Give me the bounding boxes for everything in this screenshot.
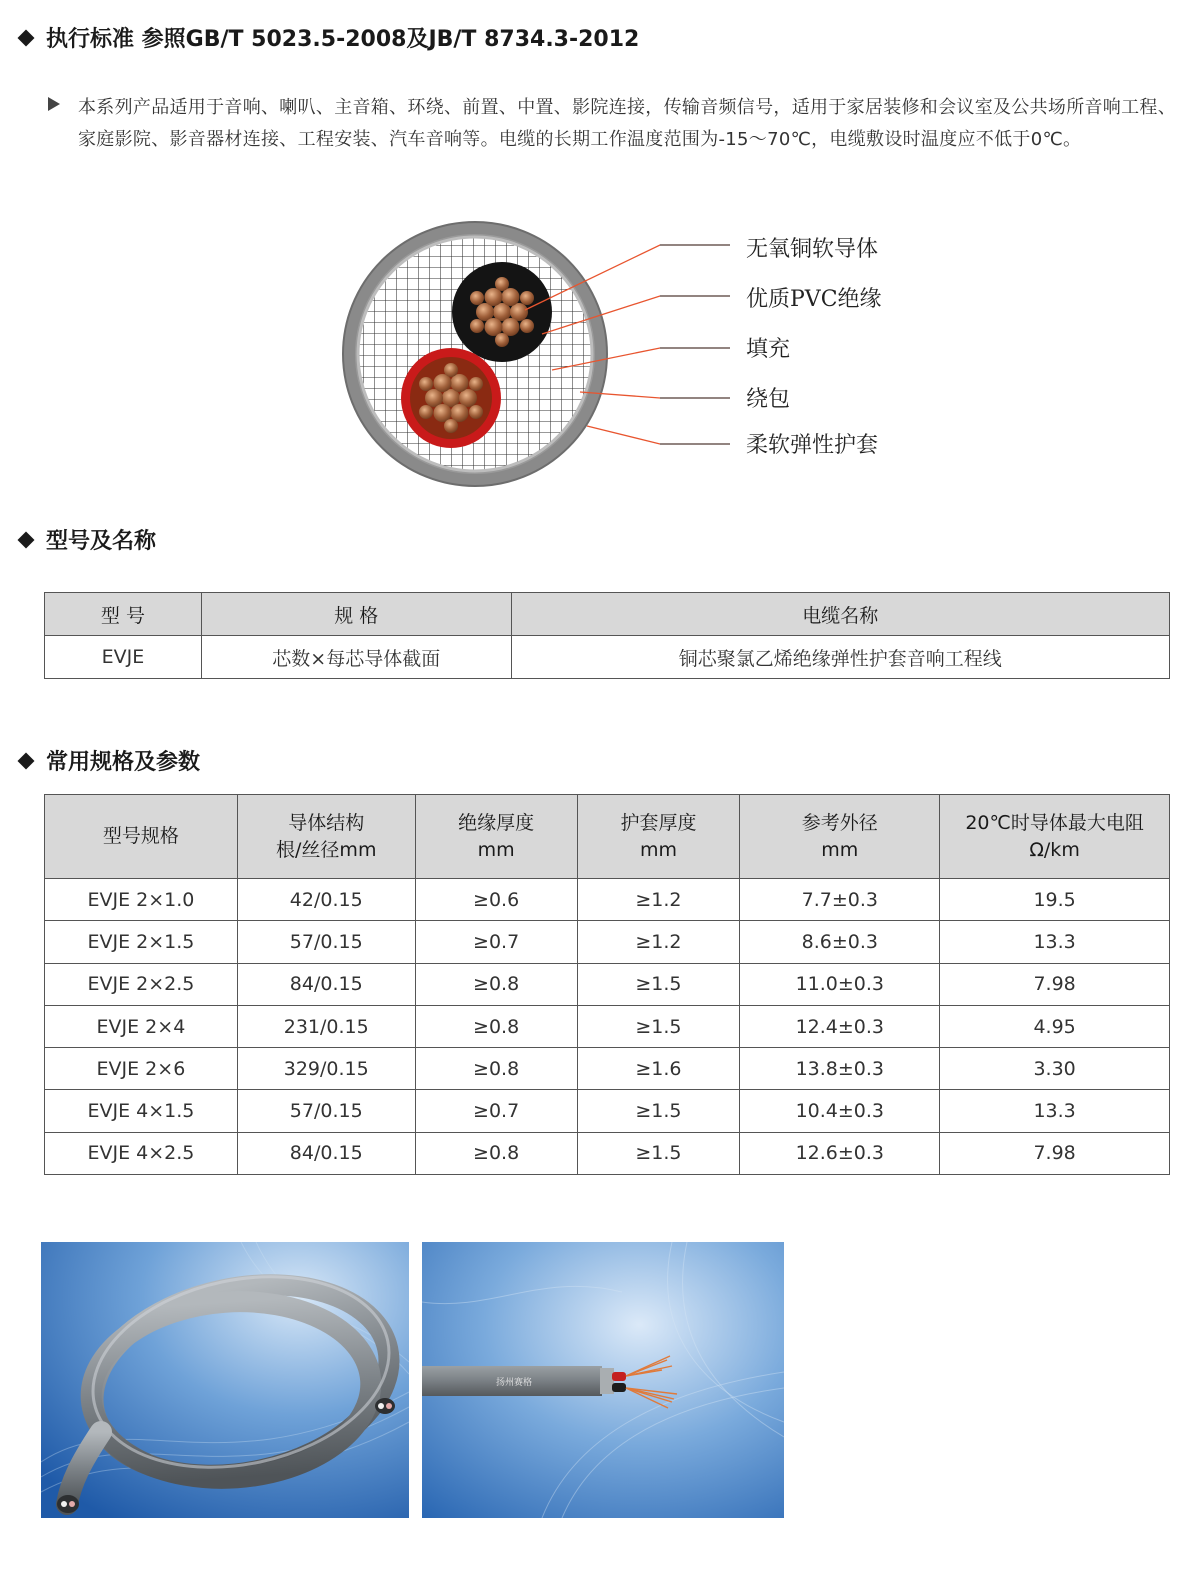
spec-parameter-table bbox=[44, 794, 1170, 1175]
cell-sheath: ≥1.5 bbox=[577, 1005, 740, 1047]
cell-diameter: 12.6±0.3 bbox=[740, 1132, 940, 1174]
cell-conductor: 84/0.15 bbox=[237, 963, 415, 1005]
table-row bbox=[45, 879, 1170, 921]
header-resistance: 20℃时导体最大电阻 Ω/km bbox=[940, 795, 1170, 879]
cell-resistance: 19.5 bbox=[940, 879, 1170, 921]
table-header-row bbox=[45, 795, 1170, 879]
cable-print-text: 扬州赛格 bbox=[495, 1378, 533, 1388]
cell-conductor: 329/0.15 bbox=[237, 1048, 415, 1090]
label-insulation: 优质PVC绝缘 bbox=[746, 287, 882, 312]
standard-heading bbox=[16, 22, 639, 53]
header-insulation: 绝缘厚度 mm bbox=[415, 795, 577, 879]
table-row bbox=[45, 1048, 1170, 1090]
specs-heading-text: 常用规格及参数 bbox=[46, 750, 201, 775]
cell-resistance: 4.95 bbox=[940, 1005, 1170, 1047]
cell-model-spec: EVJE 2×4 bbox=[45, 1005, 238, 1047]
leader-line-wrapping bbox=[580, 392, 730, 398]
table-row bbox=[45, 1090, 1170, 1132]
cell-model-spec: EVJE 4×2.5 bbox=[45, 1132, 238, 1174]
table-row bbox=[45, 1005, 1170, 1047]
cell-resistance: 7.98 bbox=[940, 963, 1170, 1005]
cell-spec: 芯数×每芯导体截面 bbox=[201, 636, 511, 679]
stripped-cable-svg bbox=[422, 1242, 784, 1518]
cell-resistance: 13.3 bbox=[940, 1090, 1170, 1132]
header-conductor: 导体结构 根/丝径mm bbox=[237, 795, 415, 879]
coiled-cable-photo bbox=[41, 1242, 409, 1518]
header-sheath: 护套厚度 mm bbox=[577, 795, 740, 879]
cell-sheath: ≥1.2 bbox=[577, 921, 740, 963]
header-diameter: 参考外径 mm bbox=[740, 795, 940, 879]
table-row bbox=[45, 636, 1170, 679]
cell-model-spec: EVJE 2×1.0 bbox=[45, 879, 238, 921]
cell-diameter: 7.7±0.3 bbox=[740, 879, 940, 921]
cell-model-spec: EVJE 2×1.5 bbox=[45, 921, 238, 963]
cell-sheath: ≥1.6 bbox=[577, 1048, 740, 1090]
play-arrow-icon bbox=[48, 92, 78, 156]
label-conductor: 无氧铜软导体 bbox=[746, 237, 879, 262]
cable-cross-section-diagram bbox=[330, 212, 910, 502]
cell-resistance: 13.3 bbox=[940, 921, 1170, 963]
intro-text: 本系列产品适用于音响、喇叭、主音箱、环绕、前置、中置、影院连接，传输音频信号，适用于家居装修和会议室及公共场所音响工程、家庭影院、影音器材连接、工程安装、汽车音响等。电缆的长期工作温度范围为-15～70℃，电缆敷设时温度应不低于0℃。 bbox=[78, 97, 1176, 150]
cell-insulation: ≥0.7 bbox=[415, 921, 577, 963]
cell-diameter: 12.4±0.3 bbox=[740, 1005, 940, 1047]
header-spec: 规 格 bbox=[201, 593, 511, 636]
cell-insulation: ≥0.8 bbox=[415, 1005, 577, 1047]
cell-model-spec: EVJE 2×6 bbox=[45, 1048, 238, 1090]
label-wrapping: 绕包 bbox=[746, 387, 791, 412]
cell-conductor: 57/0.15 bbox=[237, 921, 415, 963]
intro-block bbox=[48, 92, 1178, 156]
coiled-cable-svg bbox=[41, 1242, 409, 1518]
cell-conductor: 57/0.15 bbox=[237, 1090, 415, 1132]
cell-sheath: ≥1.5 bbox=[577, 963, 740, 1005]
diamond-bullet-icon bbox=[18, 29, 35, 46]
diamond-bullet-icon bbox=[18, 752, 35, 769]
diamond-bullet-icon bbox=[18, 531, 35, 548]
cell-resistance: 3.30 bbox=[940, 1048, 1170, 1090]
cell-model: EVJE bbox=[45, 636, 202, 679]
table-row bbox=[45, 921, 1170, 963]
label-filler: 填充 bbox=[746, 337, 791, 362]
leader-line-sheath bbox=[587, 426, 730, 444]
cell-insulation: ≥0.8 bbox=[415, 963, 577, 1005]
cell-sheath: ≥1.2 bbox=[577, 879, 740, 921]
table-row bbox=[45, 963, 1170, 1005]
cell-conductor: 84/0.15 bbox=[237, 1132, 415, 1174]
cell-diameter: 8.6±0.3 bbox=[740, 921, 940, 963]
table-header-row bbox=[45, 593, 1170, 636]
cell-model-spec: EVJE 2×2.5 bbox=[45, 963, 238, 1005]
header-cable-name: 电缆名称 bbox=[511, 593, 1169, 636]
header-model: 型 号 bbox=[45, 593, 202, 636]
cell-insulation: ≥0.6 bbox=[415, 879, 577, 921]
cell-sheath: ≥1.5 bbox=[577, 1090, 740, 1132]
cell-insulation: ≥0.8 bbox=[415, 1132, 577, 1174]
models-heading-text: 型号及名称 bbox=[46, 529, 157, 554]
cell-conductor: 231/0.15 bbox=[237, 1005, 415, 1047]
specs-heading bbox=[16, 745, 200, 776]
table-row bbox=[45, 1132, 1170, 1174]
cell-diameter: 10.4±0.3 bbox=[740, 1090, 940, 1132]
label-underlines bbox=[660, 245, 730, 444]
cell-cable-name: 铜芯聚氯乙烯绝缘弹性护套音响工程线 bbox=[511, 636, 1169, 679]
header-model-spec: 型号规格 bbox=[45, 795, 238, 879]
cell-conductor: 42/0.15 bbox=[237, 879, 415, 921]
cell-resistance: 7.98 bbox=[940, 1132, 1170, 1174]
cell-sheath: ≥1.5 bbox=[577, 1132, 740, 1174]
cell-diameter: 13.8±0.3 bbox=[740, 1048, 940, 1090]
standard-heading-text: 执行标准 参照GB/T 5023.5-2008及JB/T 8734.3-2012 bbox=[46, 27, 640, 52]
stripped-cable-photo bbox=[422, 1242, 784, 1518]
cell-diameter: 11.0±0.3 bbox=[740, 963, 940, 1005]
cell-model-spec: EVJE 4×1.5 bbox=[45, 1090, 238, 1132]
cell-insulation: ≥0.7 bbox=[415, 1090, 577, 1132]
models-heading bbox=[16, 524, 156, 555]
model-name-table bbox=[44, 592, 1170, 679]
cell-insulation: ≥0.8 bbox=[415, 1048, 577, 1090]
label-sheath: 柔软弹性护套 bbox=[746, 433, 879, 458]
